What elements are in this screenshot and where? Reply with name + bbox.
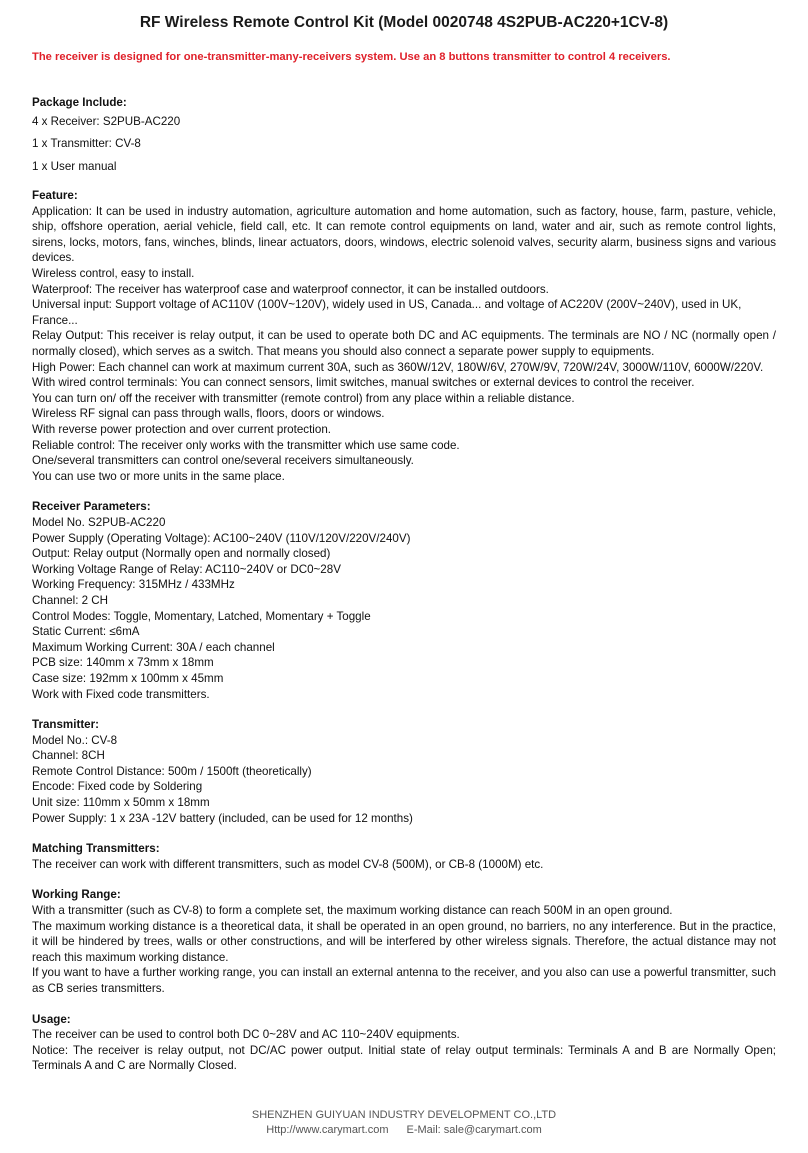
list-item: Power Supply (Operating Voltage): AC100~240V (110V/120V/220V/240V)	[32, 531, 411, 545]
list-item: Output: Relay output (Normally open and normally closed)	[32, 547, 331, 561]
usage-section	[32, 1012, 776, 1074]
list-item: Control Modes: Toggle, Momentary, Latched, Momentary + Toggle	[32, 609, 371, 623]
package-section	[32, 95, 776, 178]
list-item: Reliable control: The receiver only works with the transmitter which use same code.	[32, 438, 460, 452]
list-item: Power Supply: 1 x 23A -12V battery (included, can be used for 12 months)	[32, 811, 413, 825]
list-item: Waterproof: The receiver has waterproof case and waterproof connector, it can be installed outdoors.	[32, 282, 549, 296]
section-heading: Usage:	[32, 1012, 71, 1026]
list-item: If you want to have a further working range, you can install an external antenna to the receiver, and you also can use a powerful transmitter, such as CB series transmitters.	[32, 966, 776, 995]
transmitter-section	[32, 717, 776, 826]
list-item: The maximum working distance is a theoretical data, it shall be operated in an open ground, no barriers, no any interference. But in the practice, it will be hindered by trees, walls or other constructions, and will be interfered by other wireless signals. Therefore, the actual distance may not reach this maximum working distance.	[32, 919, 776, 964]
list-item: Work with Fixed code transmitters.	[32, 687, 210, 701]
section-heading: Feature:	[32, 189, 78, 203]
list-item: Notice: The receiver is relay output, not DC/AC power output. Initial state of relay output terminals: Terminals A and B are Normally Open; Terminals A and C are Normally Closed.	[32, 1043, 776, 1073]
package-list	[32, 111, 776, 179]
list-item: Model No.: CV-8	[32, 733, 118, 747]
list-item: PCB size: 140mm x 73mm x 18mm	[32, 656, 214, 670]
list-item: 1 x User manual	[32, 159, 117, 173]
list-item: Case size: 192mm x 100mm x 45mm	[32, 671, 224, 685]
list-item: One/several transmitters can control one/several receivers simultaneously.	[32, 454, 414, 468]
list-item: Working Voltage Range of Relay: AC110~240V or DC0~28V	[32, 562, 341, 576]
list-item: Encode: Fixed code by Soldering	[32, 780, 203, 794]
working-range-section	[32, 887, 776, 996]
section-heading: Package Include:	[32, 96, 127, 109]
list-item: With reverse power protection and over current protection.	[32, 423, 332, 436]
section-heading: Receiver Parameters:	[32, 500, 151, 514]
page-footer	[0, 1108, 808, 1137]
receiver-notice: The receiver is designed for one-transmitter-many-receivers system. Use an 8 buttons transmitter to control 4 receivers.	[32, 51, 671, 63]
list-item: Remote Control Distance: 500m / 1500ft (theoretically)	[32, 764, 312, 778]
list-item: Relay Output: This receiver is relay output, it can be used to operate both DC and AC equipments. The terminals are NO / NC (normally open / normally closed), which serves as a switch. That means you should also connect a separate power supply to equipments.	[32, 329, 776, 359]
list-item: You can use two or more units in the same place.	[32, 469, 285, 483]
list-item: Wireless control, easy to install.	[32, 267, 195, 281]
section-heading: Working Range:	[32, 888, 121, 902]
list-item: The receiver can be used to control both DC 0~28V and AC 110~240V equipments.	[32, 1028, 460, 1042]
matching-transmitters-section	[32, 841, 776, 872]
list-item: 4 x Receiver: S2PUB-AC220	[32, 114, 181, 128]
list-item: With wired control terminals: You can connect sensors, limit switches, manual switches or external devices to control the receiver.	[32, 376, 695, 390]
list-item: Model No. S2PUB-AC220	[32, 515, 166, 529]
section-heading: Matching Transmitters:	[32, 842, 160, 856]
list-item: Unit size: 110mm x 50mm x 18mm	[32, 796, 210, 810]
list-item: High Power: Each channel can work at maximum current 30A, such as 360W/12V, 180W/6V, 270W/9V, 720W/24V, 3000W/110V, 6000W/220V.	[32, 360, 764, 374]
receiver-parameters-section	[32, 499, 776, 702]
list-item: Channel: 8CH	[32, 749, 105, 763]
list-item: 1 x Transmitter: CV-8	[32, 137, 141, 151]
list-item: Application: It can be used in industry automation, agriculture automation and home automation, such as factory, house, farm, pasture, vehicle, ship, offshore operation, aerial vehicle, field call, etc. It can remote control equipments on land, water and air, such as remote control lights, sirens, locks, motors, fans, winches, blinds, linear actuators, doors, windows, electric solenoid valves, security alarm, business signs and various devices.	[32, 204, 776, 265]
company-name: SHENZHEN GUIYUAN INDUSTRY DEVELOPMENT CO.,LTD	[251, 1109, 557, 1121]
list-item: You can turn on/ off the receiver with transmitter (remote control) from any place within a reliable distance.	[32, 391, 575, 405]
email-link[interactable]: E-Mail: sale@carymart.com	[406, 1123, 542, 1136]
list-item: With a transmitter (such as CV-8) to form a complete set, the maximum working distance can reach 500M in an open ground.	[32, 904, 673, 918]
contact-line	[0, 1123, 808, 1138]
document-body	[32, 95, 776, 1074]
list-item: The receiver can work with different transmitters, such as model CV-8 (500M), or CB-8 (1000M) etc.	[32, 857, 544, 871]
list-item: Channel: 2 CH	[32, 593, 109, 607]
list-item: Static Current: ≤6mA	[32, 625, 140, 639]
list-item: Universal input: Support voltage of AC110V (100V~120V), widely used in US, Canada... and voltage of AC220V (200V~240V), used in UK, France...	[32, 298, 742, 327]
list-item: Working Frequency: 315MHz / 433MHz	[32, 578, 235, 592]
section-heading: Transmitter:	[32, 718, 100, 732]
list-item: Wireless RF signal can pass through walls, floors, doors or windows.	[32, 407, 385, 421]
feature-section	[32, 188, 776, 484]
document-title: RF Wireless Remote Control Kit (Model 0020748 4S2PUB-AC220+1CV-8)	[139, 14, 669, 31]
website-link[interactable]: Http://www.carymart.com	[266, 1123, 389, 1136]
list-item: Maximum Working Current: 30A / each channel	[32, 640, 275, 654]
